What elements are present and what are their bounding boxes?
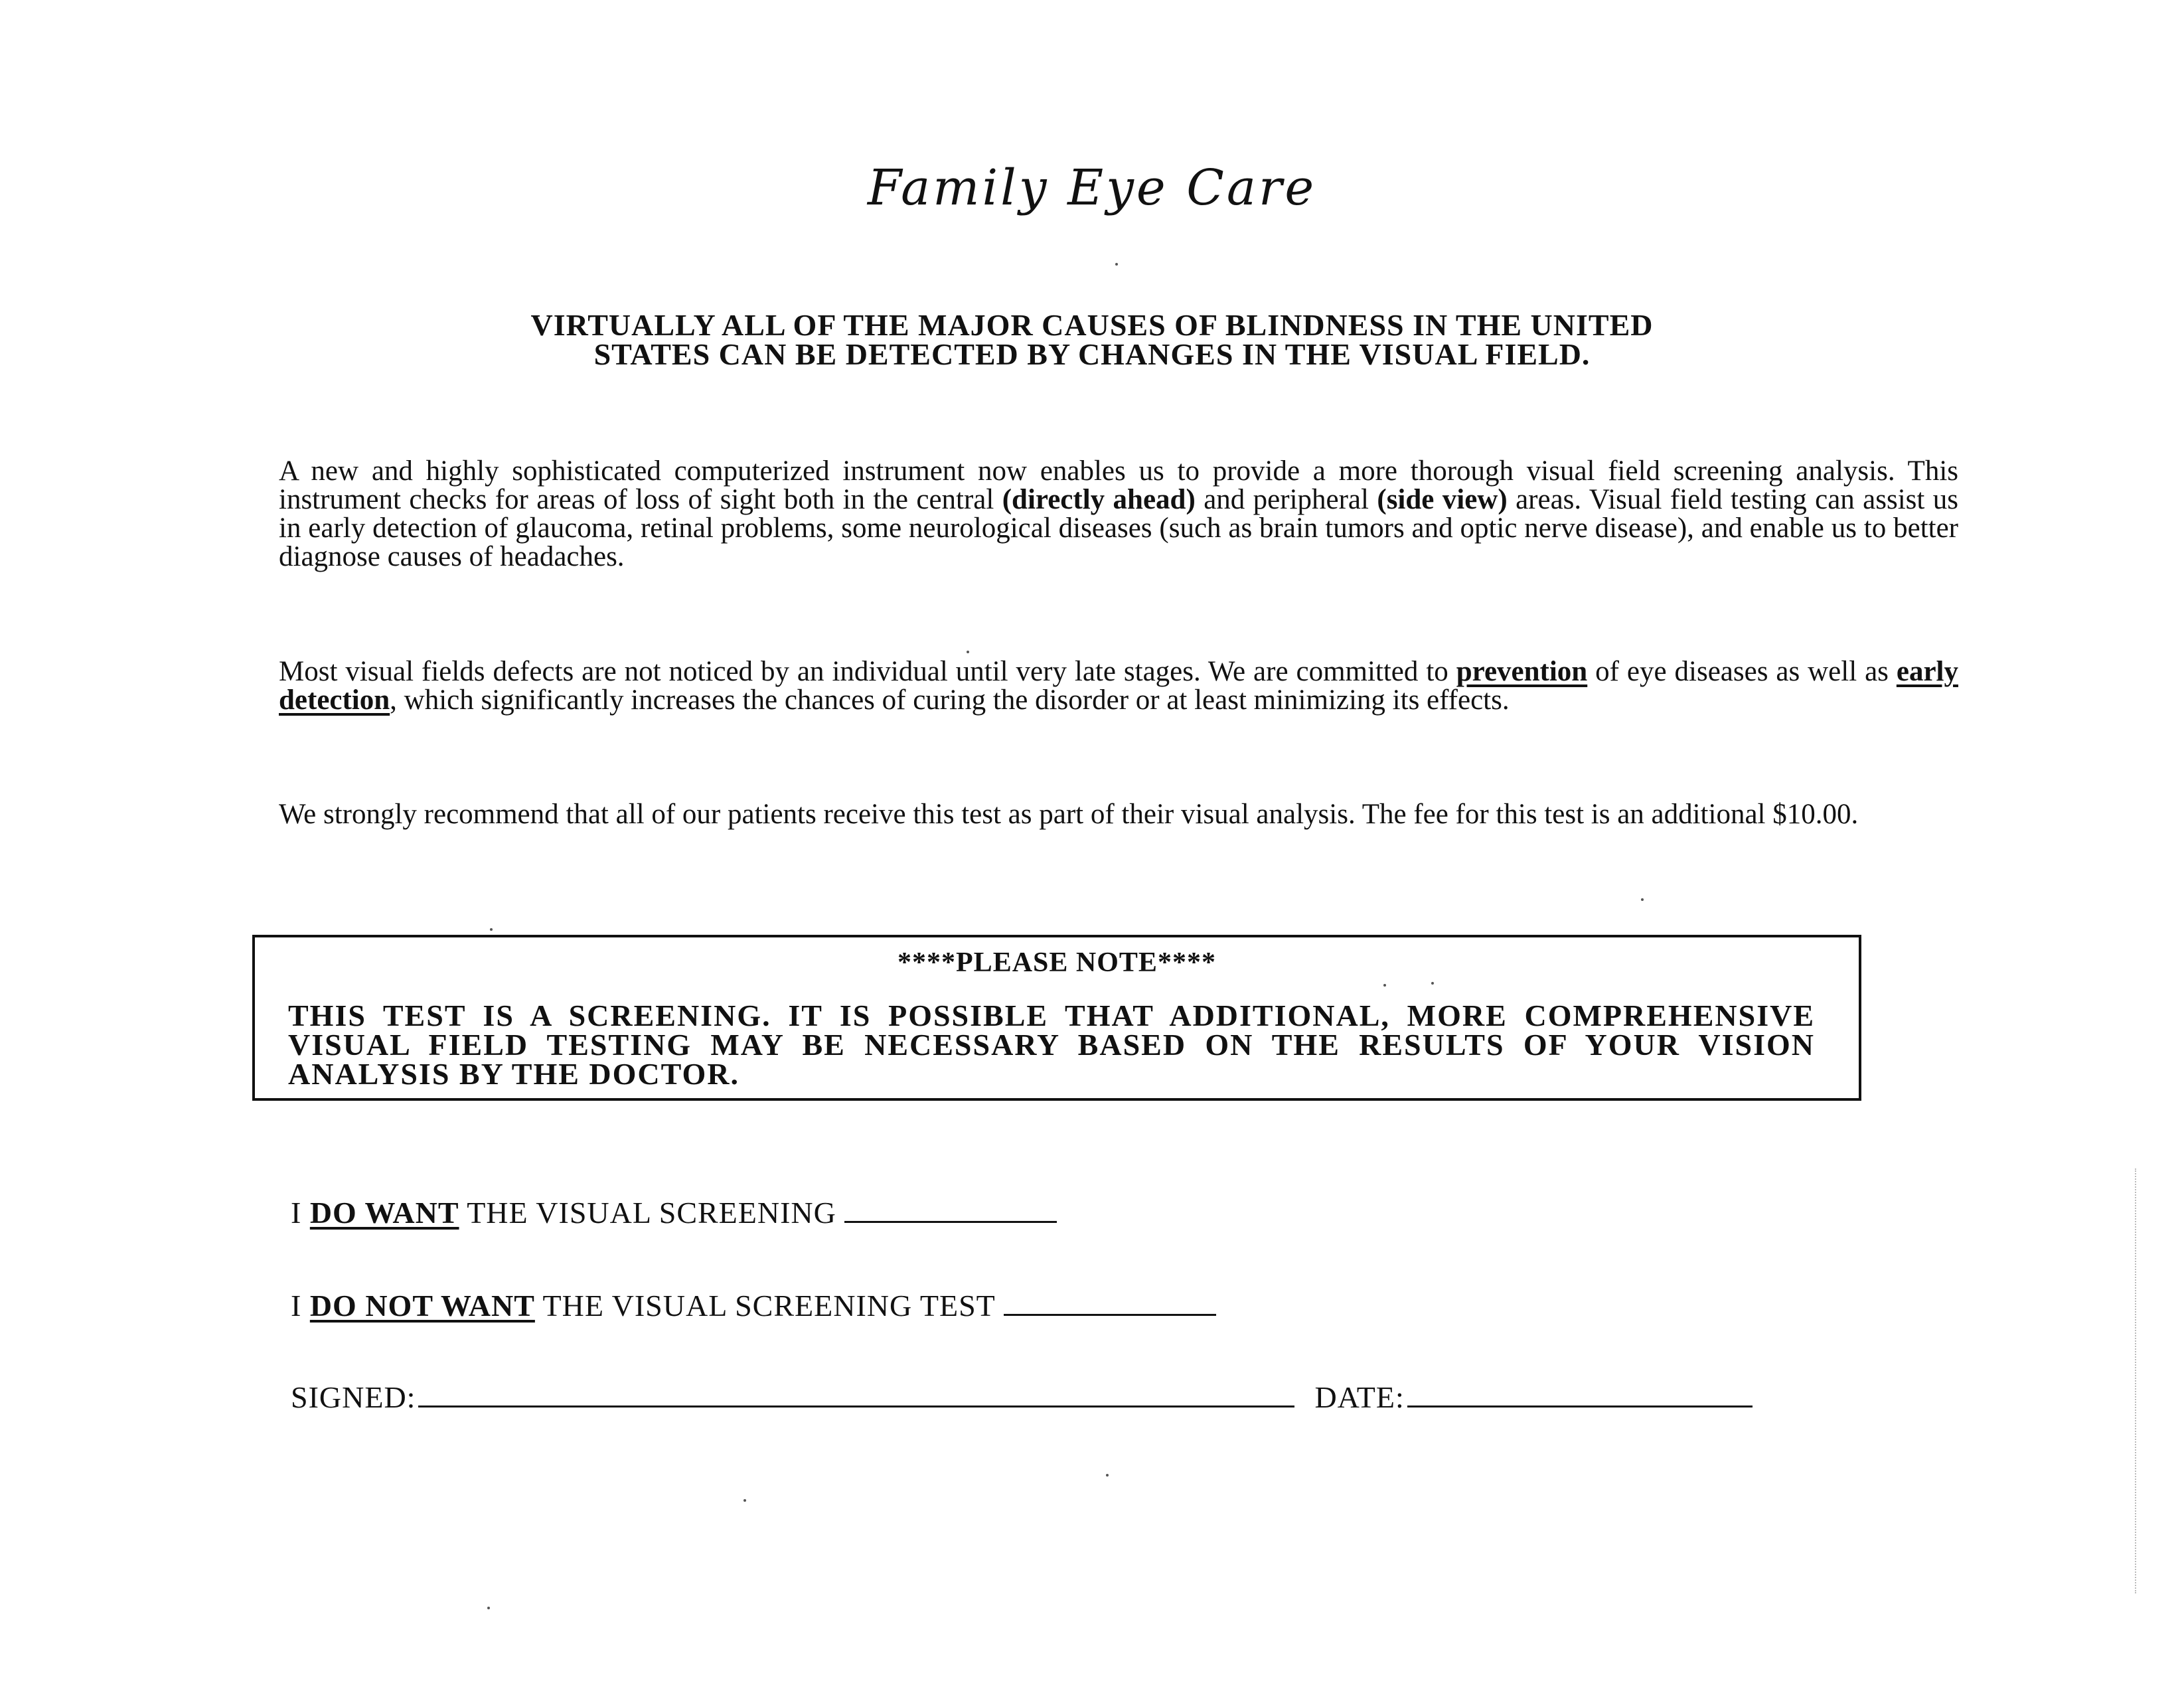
scan-edge-artifact [2135,1168,2138,1593]
paragraph-2-part-1: Most visual fields defects are not noticed by an individual until very late stages. We are committed to [279,656,1456,687]
paragraph-1-part-2: and peripheral [1195,484,1377,515]
paragraph-2-part-2: of eye diseases as well as [1587,656,1897,687]
do-not-want-text: DO NOT WANT [309,1289,535,1323]
signed-label: SIGNED: [291,1380,416,1414]
scan-speck [1641,898,1644,901]
paragraph-recommendation: We strongly recommend that all of our patients receive this test as part of their visual analysis. The fee for this test is an additional $10.00. [279,799,1859,830]
side-view-text: (side view) [1377,484,1508,515]
directly-ahead-text: (directly ahead) [1002,484,1196,515]
option-do-want-suffix: THE VISUAL SCREENING [459,1196,836,1230]
scan-speck [487,1607,490,1609]
note-body: THIS TEST IS A SCREENING. IT IS POSSIBLE THAT ADDITIONAL, MORE COMPREHENSIVE VISUAL FIELD TESTING MAY BE NECESSARY BASED ON THE RESULTS OF YOUR VISION ANALYSIS BY THE DOCTOR. [288,999,1815,1091]
please-note-box [252,935,1861,1101]
scan-speck [1383,984,1386,987]
scan-speck [1115,263,1118,266]
clinic-title: Family Eye Care [867,159,1317,216]
scan-speck [490,928,493,931]
do-not-want-blank-field[interactable] [1004,1289,1216,1316]
paragraph-1-part-3: areas. Visual field testing can assist us in early detection of glaucoma, retinal problems, some neurological diseases (such as brain tumors and optic nerve disease), and enable us to better diagnose causes of headaches. [279,484,1958,572]
option-do-want [291,1195,1057,1230]
scan-speck [967,651,969,653]
scan-speck [1431,982,1434,985]
signature-field[interactable] [418,1380,1294,1407]
headline [252,308,1932,371]
option-do-not-want [291,1288,1216,1323]
early-detection-text: early detection [279,656,1958,716]
option-do-not-want-prefix: I [291,1289,310,1323]
do-want-text: DO WANT [309,1196,459,1230]
scan-speck [743,1499,746,1502]
paragraph-2-part-3: , which significantly increases the chances of curing the disorder or at least minimizing its effects. [390,684,1510,716]
paragraph-1-part-1: A new and highly sophisticated computerized instrument now enables us to provide a more thorough visual field screening analysis. This instrument checks for areas of loss of sight both in the central [279,455,1958,515]
do-want-blank-field[interactable] [844,1196,1057,1223]
scan-speck [1106,1474,1109,1477]
prevention-text: prevention [1456,656,1588,687]
option-do-want-prefix: I [291,1196,310,1230]
paragraph-prevention [279,657,1958,714]
date-field[interactable] [1407,1380,1753,1407]
option-do-not-want-suffix: THE VISUAL SCREENING TEST [534,1289,996,1323]
note-heading: ****PLEASE NOTE**** [897,947,1216,978]
headline-line-1: VIRTUALLY ALL OF THE MAJOR CAUSES OF BLINDNESS IN THE UNITED [530,308,1654,342]
signature-row [291,1380,1753,1415]
date-label: DATE: [1314,1380,1405,1414]
paragraph-instrument [279,457,1958,571]
headline-line-2: STATES CAN BE DETECTED BY CHANGES IN THE VISUAL FIELD. [593,337,1591,371]
